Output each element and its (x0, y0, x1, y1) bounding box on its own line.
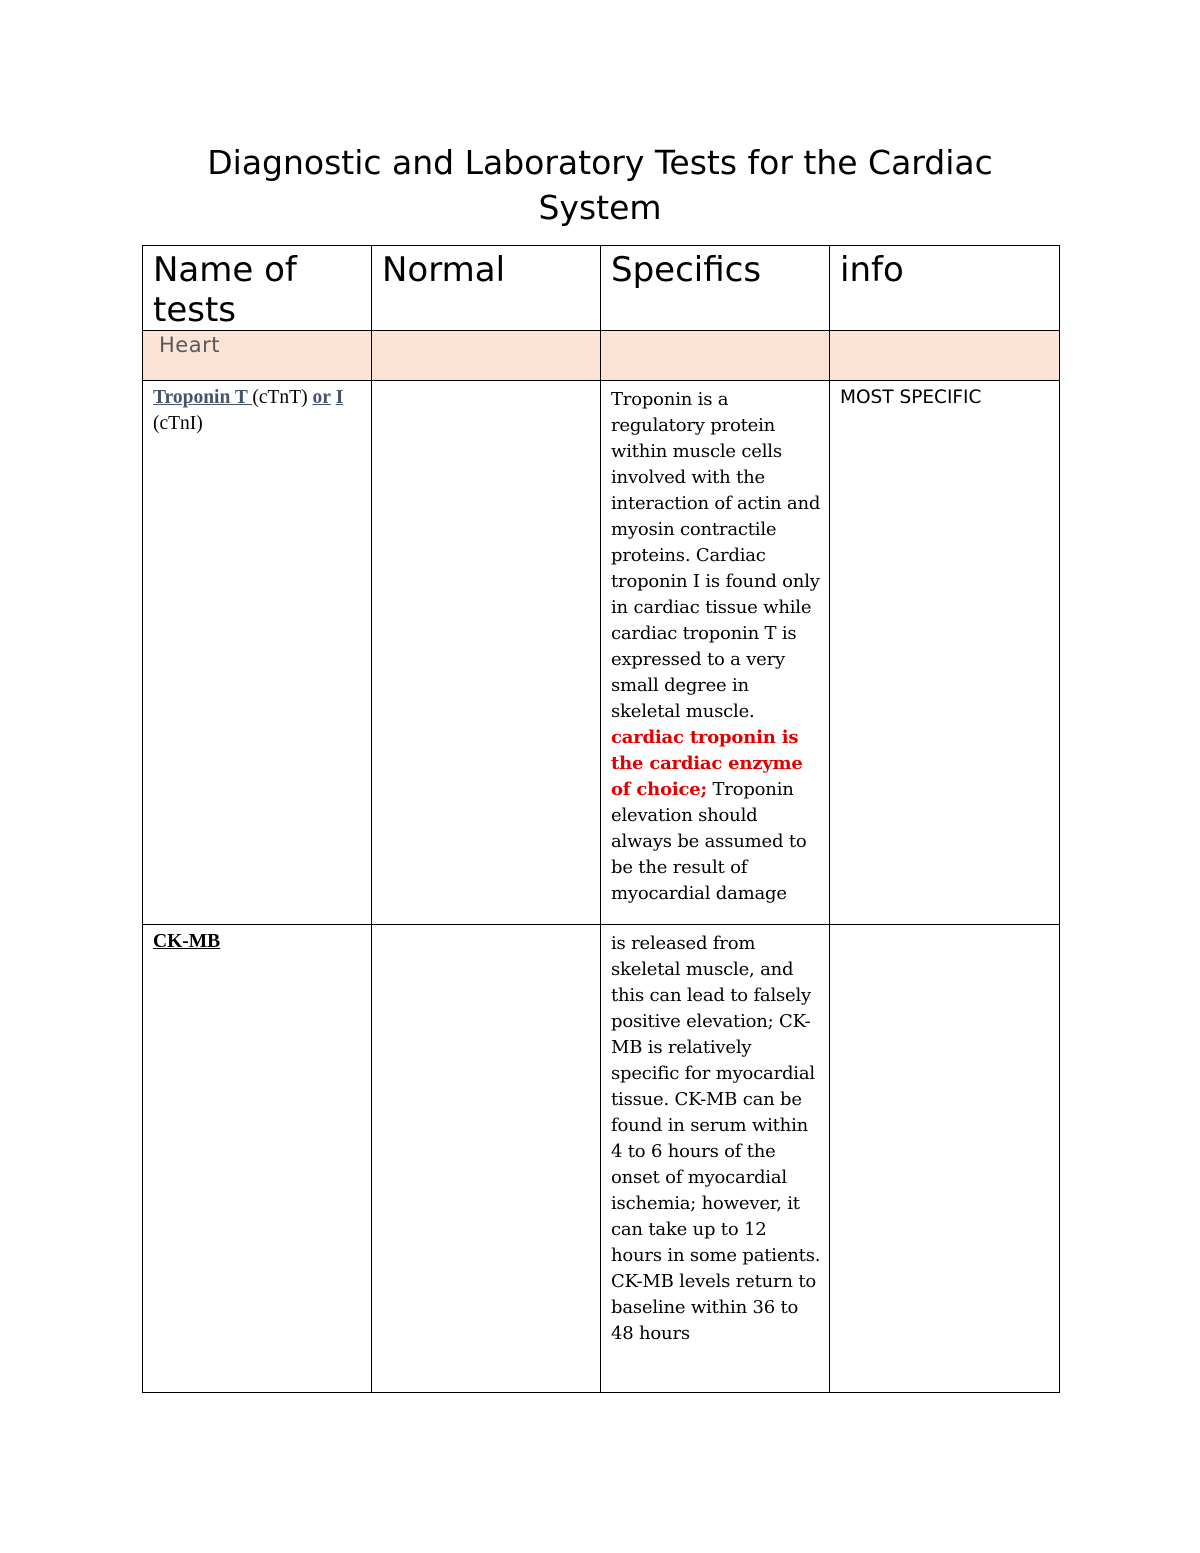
ckmb-specifics-cell (601, 925, 830, 1393)
or-link[interactable]: or (312, 387, 331, 408)
table-header-row (143, 246, 1060, 331)
troponin-normal-cell (372, 381, 601, 925)
section-label-heart: Heart (159, 333, 220, 357)
ckmb-specifics: is released from skeletal muscle, and this can lead to falsely positive elevation; CK-MB is relatively specific for myocardial tissue. CK-MB can be found in serum within 4 to 6 hours of the onset of myocardial ischemia; however, it can take up to 12 hours in some patients. CK-MB levels return to baseline within 36 to 48 hours (611, 933, 821, 1344)
troponin-name-cell (143, 381, 372, 925)
document-title: Diagnostic and Laboratory Tests for the Cardiac System (207, 143, 993, 227)
ckmb-link[interactable]: CK-MB (153, 931, 221, 952)
header-specifics: Specifics (611, 250, 762, 290)
section-cell (372, 331, 601, 381)
troponin-specifics-text-2: Troponin elevation should always be assumed to be the result of myocardial damage (611, 779, 807, 904)
section-cell (601, 331, 830, 381)
section-cell (143, 331, 372, 381)
troponin-info-cell (830, 381, 1060, 925)
header-name-of-tests: Name of tests (153, 250, 297, 330)
header-cell-normal (372, 246, 601, 331)
ckmb-name-cell (143, 925, 372, 1393)
troponin-highlight: cardiac troponin is the cardiac enzyme of choice; (611, 727, 803, 800)
troponin-specifics-text: Troponin is a regulatory protein within muscle cells involved with the interaction of actin and myosin contractile proteins. Cardiac troponin I is found only in cardiac tissue while cardiac troponin T is expressed to a very small degree in skeletal muscle. (611, 389, 821, 722)
troponin-t-abbrev: (cTnT) (252, 387, 313, 408)
section-row-heart (143, 331, 1060, 381)
ckmb-normal-cell (372, 925, 601, 1393)
troponin-t-link[interactable]: Troponin T (153, 387, 253, 408)
ckmb-info-cell (830, 925, 1060, 1393)
header-info: info (840, 250, 904, 290)
header-cell-specifics (601, 246, 830, 331)
troponin-name (143, 381, 371, 437)
section-cell (830, 331, 1060, 381)
cardiac-tests-table (142, 245, 1060, 1393)
header-cell-name (143, 246, 372, 331)
troponin-specifics-cell (601, 381, 830, 925)
table-row-troponin (143, 381, 1060, 925)
header-normal: Normal (382, 250, 506, 290)
troponin-specifics (601, 381, 829, 907)
troponin-info: MOST SPECIFIC (840, 387, 982, 408)
table-row-ckmb (143, 925, 1060, 1393)
troponin-i-link[interactable]: I (335, 387, 344, 408)
ckmb-name (143, 925, 371, 955)
header-cell-info (830, 246, 1060, 331)
troponin-i-abbrev: (cTnI) (153, 413, 203, 434)
